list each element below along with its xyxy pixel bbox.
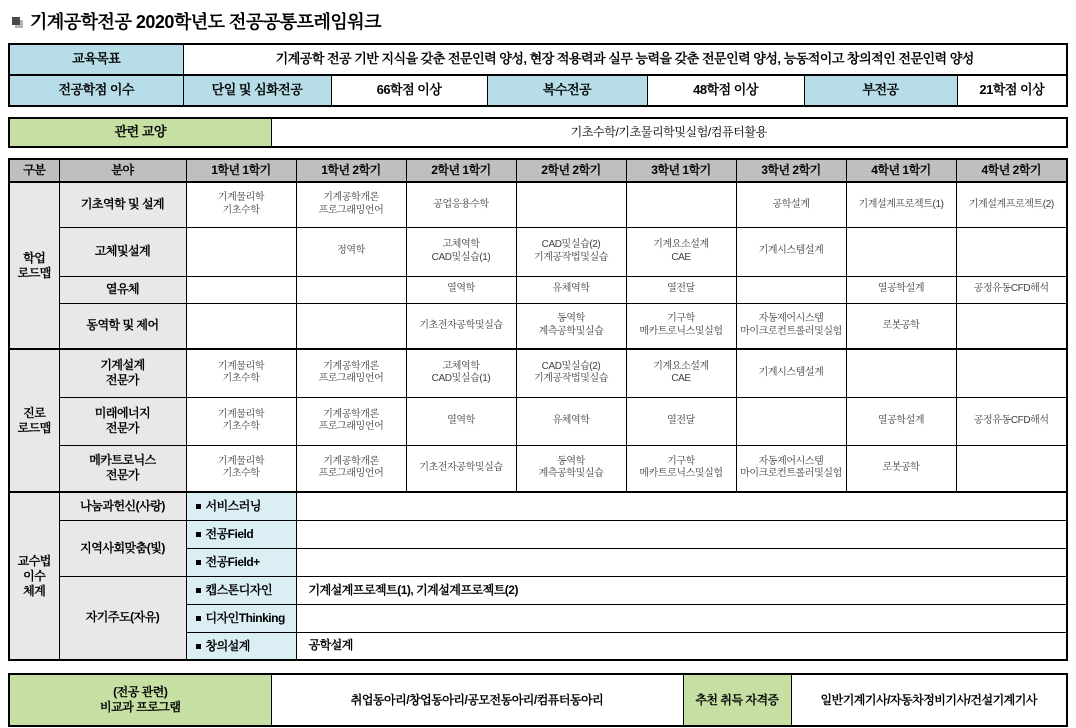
pedagogy-program xyxy=(186,548,296,576)
liberal-label: 관련 교양 xyxy=(9,118,271,147)
extracurricular-content: 취업동아리/창업동아리/공모전동아리/컴퓨터동아리 xyxy=(271,674,683,726)
liberal-arts-table xyxy=(8,117,1068,148)
course-cell xyxy=(846,227,956,276)
course-cell: 열전달 xyxy=(626,276,736,303)
pedagogy-category: 자기주도(자유) xyxy=(59,576,186,660)
credit-type: 단일 및 심화전공 xyxy=(183,75,331,106)
pedagogy-category: 지역사회맞춤(빛) xyxy=(59,520,186,576)
course-cell xyxy=(736,276,846,303)
course-cell: 열전달 xyxy=(626,397,736,445)
course-cell: 기계공학개론 프로그래밍언어 xyxy=(296,349,406,397)
course-cell: 기계시스템설계 xyxy=(736,227,846,276)
course-cell: 기계설계프로젝트(2) xyxy=(956,182,1067,227)
table-row xyxy=(9,445,1067,492)
pedagogy-content xyxy=(296,604,1067,632)
col-header: 2학년 1학기 xyxy=(406,159,516,182)
course-cell: CAD및실습(2) 기계공작법및실습 xyxy=(516,349,626,397)
pedagogy-program-label: 전공Field+ xyxy=(205,555,260,569)
course-cell: 열역학 xyxy=(406,397,516,445)
course-cell: 공업응용수학 xyxy=(406,182,516,227)
pedagogy-content xyxy=(296,520,1067,548)
course-cell: 기계요소설계 CAE xyxy=(626,227,736,276)
col-header: 1학년 1학기 xyxy=(186,159,296,182)
course-cell: 고체역학 CAD및실습(1) xyxy=(406,349,516,397)
course-cell: 기계물리학 기초수학 xyxy=(186,349,296,397)
course-cell: 기초전자공학및실습 xyxy=(406,445,516,492)
course-cell: 기계물리학 기초수학 xyxy=(186,182,296,227)
pedagogy-content: 공학설계 xyxy=(296,632,1067,660)
col-header: 4학년 1학기 xyxy=(846,159,956,182)
field-label: 기초역학 및 설계 xyxy=(59,182,186,227)
course-cell: 기계시스템설계 xyxy=(736,349,846,397)
pedagogy-content xyxy=(296,548,1067,576)
pedagogy-program xyxy=(186,632,296,660)
field-label: 기계설계 전문가 xyxy=(59,349,186,397)
course-cell: 로봇공학 xyxy=(846,303,956,349)
table-row xyxy=(9,492,1067,520)
course-cell: 자동제어시스템 마이크로컨트롤러및실험 xyxy=(736,303,846,349)
goals-table xyxy=(8,43,1068,107)
col-header: 분야 xyxy=(59,159,186,182)
group-label-pedagogy: 교수법 이수 체계 xyxy=(9,492,59,660)
certificate-content: 일반기계기사/자동차정비기사/건설기계기사 xyxy=(791,674,1067,726)
course-cell: 열공학설계 xyxy=(846,397,956,445)
liberal-content: 기초수학/기초물리학및실험/컴퓨터활용 xyxy=(271,118,1067,147)
course-cell: 기계물리학 기초수학 xyxy=(186,397,296,445)
pedagogy-program xyxy=(186,492,296,520)
group-label-career: 진로 로드맵 xyxy=(9,349,59,492)
col-header: 4학년 2학기 xyxy=(956,159,1067,182)
course-cell: CAD및실습(2) 기계공작법및실습 xyxy=(516,227,626,276)
field-label: 미래에너지 전문가 xyxy=(59,397,186,445)
objective-label: 교육목표 xyxy=(9,44,183,75)
pedagogy-program-label: 서비스러닝 xyxy=(205,499,261,514)
pedagogy-content xyxy=(296,492,1067,520)
table-row xyxy=(9,576,1067,604)
course-cell: 정역학 xyxy=(296,227,406,276)
course-cell: 열역학 xyxy=(406,276,516,303)
title-bullet-icon xyxy=(12,17,20,25)
course-cell xyxy=(736,397,846,445)
field-label: 메카트로닉스 전문가 xyxy=(59,445,186,492)
course-cell: 동역학 계측공학및실습 xyxy=(516,303,626,349)
pedagogy-program-label: 창의설계 xyxy=(205,638,250,653)
pedagogy-content: 기계설계프로젝트(1), 기계설계프로젝트(2) xyxy=(296,576,1067,604)
bullet-icon xyxy=(196,504,201,509)
course-cell: 기계공학개론 프로그래밍언어 xyxy=(296,445,406,492)
table-row xyxy=(9,182,1067,227)
course-cell xyxy=(186,227,296,276)
course-cell: 기계설계프로젝트(1) xyxy=(846,182,956,227)
roadmap-table xyxy=(8,158,1068,661)
table-row xyxy=(9,227,1067,276)
field-label: 열유체 xyxy=(59,276,186,303)
certificate-label: 추천 취득 자격증 xyxy=(683,674,791,726)
course-cell xyxy=(186,303,296,349)
pedagogy-program xyxy=(186,604,296,632)
table-row xyxy=(9,397,1067,445)
table-row xyxy=(9,520,1067,548)
table-row xyxy=(9,276,1067,303)
objective-text: 기계공학 전공 기반 지식을 갖춘 전문인력 양성, 현장 적용력과 실무 능력을 갖춘 전문인력 양성, 능동적이고 창의적인 전문인력 양성 xyxy=(183,44,1067,75)
col-header: 3학년 2학기 xyxy=(736,159,846,182)
document-title-row xyxy=(12,8,1068,34)
course-cell xyxy=(956,227,1067,276)
course-cell xyxy=(296,276,406,303)
field-label: 고체및설계 xyxy=(59,227,186,276)
pedagogy-program xyxy=(186,520,296,548)
course-cell: 공정유동CFD해석 xyxy=(956,397,1067,445)
credit-value: 48학점 이상 xyxy=(647,75,804,106)
col-header: 2학년 2학기 xyxy=(516,159,626,182)
bullet-icon xyxy=(196,560,201,565)
extracurricular-label: (전공 관련) 비교과 프로그램 xyxy=(9,674,271,726)
pedagogy-program-label: 전공Field xyxy=(205,527,254,541)
course-cell xyxy=(626,182,736,227)
col-header: 3학년 1학기 xyxy=(626,159,736,182)
credit-type: 복수전공 xyxy=(487,75,647,106)
bullet-icon xyxy=(196,616,201,621)
course-cell: 기계요소설계 CAE xyxy=(626,349,736,397)
course-cell xyxy=(186,276,296,303)
course-cell xyxy=(956,445,1067,492)
course-cell: 자동제어시스템 마이크로컨트롤러및실험 xyxy=(736,445,846,492)
course-cell: 기계물리학 기초수학 xyxy=(186,445,296,492)
course-cell: 기구학 메카트로닉스및실험 xyxy=(626,445,736,492)
col-header: 구분 xyxy=(9,159,59,182)
extracurricular-table xyxy=(8,673,1068,727)
course-cell: 열공학설계 xyxy=(846,276,956,303)
course-cell: 유체역학 xyxy=(516,276,626,303)
course-cell xyxy=(846,349,956,397)
course-cell: 기구학 메카트로닉스및실험 xyxy=(626,303,736,349)
course-cell xyxy=(956,349,1067,397)
pedagogy-category: 나눔과헌신(사랑) xyxy=(59,492,186,520)
course-cell: 로봇공학 xyxy=(846,445,956,492)
course-cell: 공정유동CFD해석 xyxy=(956,276,1067,303)
course-cell: 동역학 계측공학및실습 xyxy=(516,445,626,492)
group-label-academic: 학업 로드맵 xyxy=(9,182,59,349)
course-cell xyxy=(516,182,626,227)
page-title: 기계공학전공 2020학년도 전공공통프레임워크 xyxy=(30,12,382,32)
course-cell: 유체역학 xyxy=(516,397,626,445)
field-label: 동역학 및 제어 xyxy=(59,303,186,349)
credits-label: 전공학점 이수 xyxy=(9,75,183,106)
pedagogy-program-label: 디자인Thinking xyxy=(205,611,285,625)
credit-value: 66학점 이상 xyxy=(331,75,487,106)
table-row xyxy=(9,303,1067,349)
course-cell: 기초전자공학및실습 xyxy=(406,303,516,349)
bullet-icon xyxy=(196,644,201,649)
bullet-icon xyxy=(196,588,201,593)
course-cell xyxy=(296,303,406,349)
course-cell: 고체역학 CAD및실습(1) xyxy=(406,227,516,276)
table-row xyxy=(9,349,1067,397)
bullet-icon xyxy=(196,532,201,537)
pedagogy-program-label: 캡스톤디자인 xyxy=(205,583,273,597)
credit-value: 21학점 이상 xyxy=(957,75,1067,106)
roadmap-header-row xyxy=(9,159,1067,182)
course-cell: 공학설계 xyxy=(736,182,846,227)
course-cell: 기계공학개론 프로그래밍언어 xyxy=(296,397,406,445)
col-header: 1학년 2학기 xyxy=(296,159,406,182)
course-cell: 기계공학개론 프로그래밍언어 xyxy=(296,182,406,227)
credit-type: 부전공 xyxy=(804,75,957,106)
course-cell xyxy=(956,303,1067,349)
pedagogy-program xyxy=(186,576,296,604)
